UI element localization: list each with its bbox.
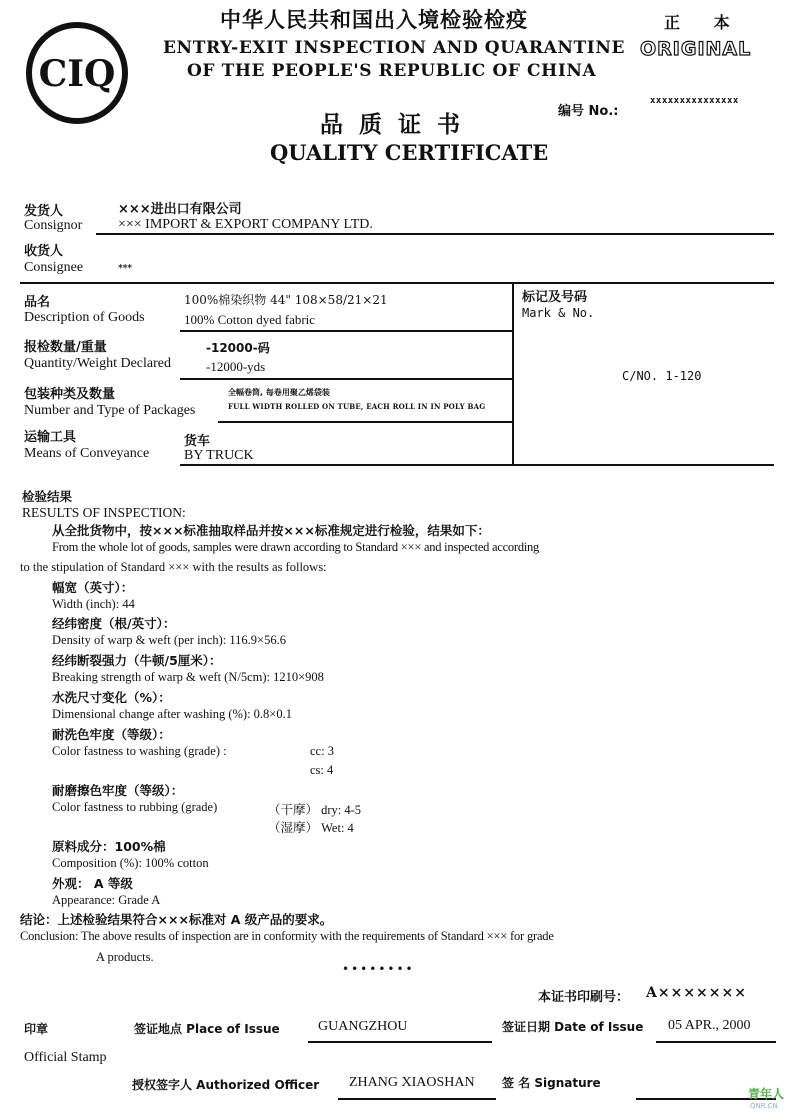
watermark-zh: 青年人 xyxy=(748,1087,785,1101)
signature-label: 签 名 Signature xyxy=(502,1076,601,1090)
dimension-value-en: Dimensional change after washing (%): 0.8×0.1 xyxy=(52,707,292,721)
results-intro-en-2: to the stipulation of Standard ××× with the results as follows: xyxy=(20,560,327,574)
conclusion-zh: 结论：上述检验结果符合×××标准对 A 级产品的要求。 xyxy=(20,912,333,927)
mark-label-zh: 标记及号码 xyxy=(522,290,588,305)
mark-column-divider xyxy=(512,282,514,464)
mark-value: C/NO. 1-120 xyxy=(622,369,702,383)
consignee-label-en: Consignee xyxy=(24,260,84,275)
composition-value-en: Composition (%): 100% cotton xyxy=(52,856,209,870)
date-of-issue-label: 签证日期 Date of Issue xyxy=(502,1020,644,1034)
authorized-officer-value: ZHANG XIAOSHAN xyxy=(349,1075,475,1090)
rubbing-value-en: Color fastness to rubbing (grade) xyxy=(52,800,218,814)
authority-title-en-2: OF THE PEOPLE'S REPUBLIC OF CHINA xyxy=(187,61,597,81)
conveyance-value-en: BY TRUCK xyxy=(184,448,254,463)
print-number-value: A××××××× xyxy=(646,985,747,1001)
place-of-issue-label: 签证地点 Place of Issue xyxy=(134,1022,280,1036)
results-intro-en-1: From the whole lot of goods, samples were drawn according to Standard ××× and inspected according xyxy=(52,540,540,554)
density-value-en: Density of warp & weft (per inch): 116.9×56.6 xyxy=(52,633,286,647)
density-label-zh: 经纬密度（根/英寸）： xyxy=(52,616,176,631)
ciq-logo-text: CIQ xyxy=(38,53,116,95)
results-heading-en: RESULTS OF INSPECTION: xyxy=(22,505,186,520)
certificate-number-label: 编号 No.: xyxy=(558,104,619,119)
quantity-value-2: -12000-yds xyxy=(206,359,266,374)
mark-label-en: Mark & No. xyxy=(522,306,595,320)
original-label-zh: 正 本 xyxy=(664,13,744,32)
separator-dots: •••••••• xyxy=(342,962,415,976)
goods-label-en: Description of Goods xyxy=(24,310,145,325)
packages-label-en: Number and Type of Packages xyxy=(24,403,196,418)
packages-label-zh: 包装种类及数量 xyxy=(24,387,116,402)
quantity-value-1: -12000-码 xyxy=(206,341,270,355)
authorized-officer-rule xyxy=(338,1098,496,1100)
print-number-label: 本证书印刷号： xyxy=(538,990,630,1005)
rubbing-label-zh: 耐磨擦色牢度（等级）： xyxy=(52,783,184,798)
width-value-en: Width (inch): 44 xyxy=(52,597,135,611)
authority-title-en-1: ENTRY-EXIT INSPECTION AND QUARANTINE xyxy=(163,38,626,58)
quantity-label-en: Quantity/Weight Declared xyxy=(24,356,171,371)
washing-value-en: Color fastness to washing (grade) : xyxy=(52,744,227,758)
consignor-label-en: Consignor xyxy=(24,218,83,233)
date-of-issue-rule xyxy=(656,1041,776,1043)
goods-value-2: 100% Cotton dyed fabric xyxy=(184,312,316,327)
consignor-value-en: ××× IMPORT & EXPORT COMPANY LTD. xyxy=(118,217,373,232)
conveyance-value-zh: 货车 xyxy=(184,434,211,449)
rubbing-dry-value: （干摩） dry: 4-5 xyxy=(268,803,362,817)
washing-label-zh: 耐洗色牢度（等级）： xyxy=(52,727,171,742)
conclusion-en-1: Conclusion: The above results of inspection are in conformity with the requirements of Standard ××× for grade xyxy=(20,929,554,943)
conveyance-label-en: Means of Conveyance xyxy=(24,446,150,461)
dimension-label-zh: 水洗尺寸变化（%）： xyxy=(52,690,171,705)
conclusion-en-2: A products. xyxy=(96,950,154,964)
certificate-title-zh: 品 质 证 书 xyxy=(320,112,465,138)
watermark-en: QNR.CN xyxy=(750,1102,778,1110)
goods-value-1: 100%棉染织物 44" 108×58/21×21 xyxy=(184,293,388,307)
conveyance-label-zh: 运输工具 xyxy=(24,430,77,445)
consignee-label-zh: 收货人 xyxy=(24,244,64,259)
washing-cs-value: cs: 4 xyxy=(310,763,334,777)
authority-title-zh: 中华人民共和国出入境检验检疫 xyxy=(220,8,528,32)
consignor-label-zh: 发货人 xyxy=(24,204,64,219)
place-of-issue-rule xyxy=(308,1041,492,1043)
official-stamp-label-zh: 印章 xyxy=(24,1022,49,1036)
consignor-rule xyxy=(96,233,774,235)
date-of-issue-value: 05 APR., 2000 xyxy=(668,1018,751,1033)
breaking-label-zh: 经纬断裂强力（牛顿/5厘米）： xyxy=(52,653,222,668)
packages-value-1: 全幅卷筒, 每卷用聚乙烯袋装 xyxy=(228,388,330,397)
quantity-label-zh: 报检数量/重量 xyxy=(24,340,107,355)
certificate-title-en: QUALITY CERTIFICATE xyxy=(270,140,549,165)
results-intro-zh: 从全批货物中，按×××标准抽取样品并按×××标准规定进行检验，结果如下： xyxy=(52,523,490,538)
conveyance-rule xyxy=(180,464,774,466)
authorized-officer-label: 授权签字人 Authorized Officer xyxy=(132,1078,320,1092)
certificate-number-value: xxxxxxxxxxxxxxx xyxy=(650,96,739,106)
packages-value-2: FULL WIDTH ROLLED ON TUBE, EACH ROLL IN IN POLY BAG xyxy=(228,402,486,411)
place-of-issue-value: GUANGZHOU xyxy=(318,1019,408,1034)
original-label-en: ORIGINAL xyxy=(640,38,752,60)
goods-label-zh: 品名 xyxy=(24,295,51,310)
width-label-zh: 幅宽（英寸）： xyxy=(52,580,134,595)
packages-rule xyxy=(218,421,512,423)
results-heading-zh: 检验结果 xyxy=(22,489,73,504)
goods-rule xyxy=(180,330,512,332)
composition-label-zh: 原料成分：100%棉 xyxy=(52,839,166,854)
ciq-logo xyxy=(22,18,132,128)
consignee-rule xyxy=(20,282,774,284)
official-stamp-label-en: Official Stamp xyxy=(24,1050,107,1065)
appearance-value-en: Appearance: Grade A xyxy=(52,893,161,907)
breaking-value-en: Breaking strength of warp & weft (N/5cm): 1210×908 xyxy=(52,670,324,684)
consignee-value: *** xyxy=(118,264,133,274)
washing-cc-value: cc: 3 xyxy=(310,744,334,758)
quantity-rule xyxy=(180,378,512,380)
rubbing-wet-value: （湿摩） Wet: 4 xyxy=(268,821,354,835)
appearance-label-zh: 外观： A 等级 xyxy=(52,876,133,891)
consignor-value-zh: ×××进出口有限公司 xyxy=(118,202,242,217)
